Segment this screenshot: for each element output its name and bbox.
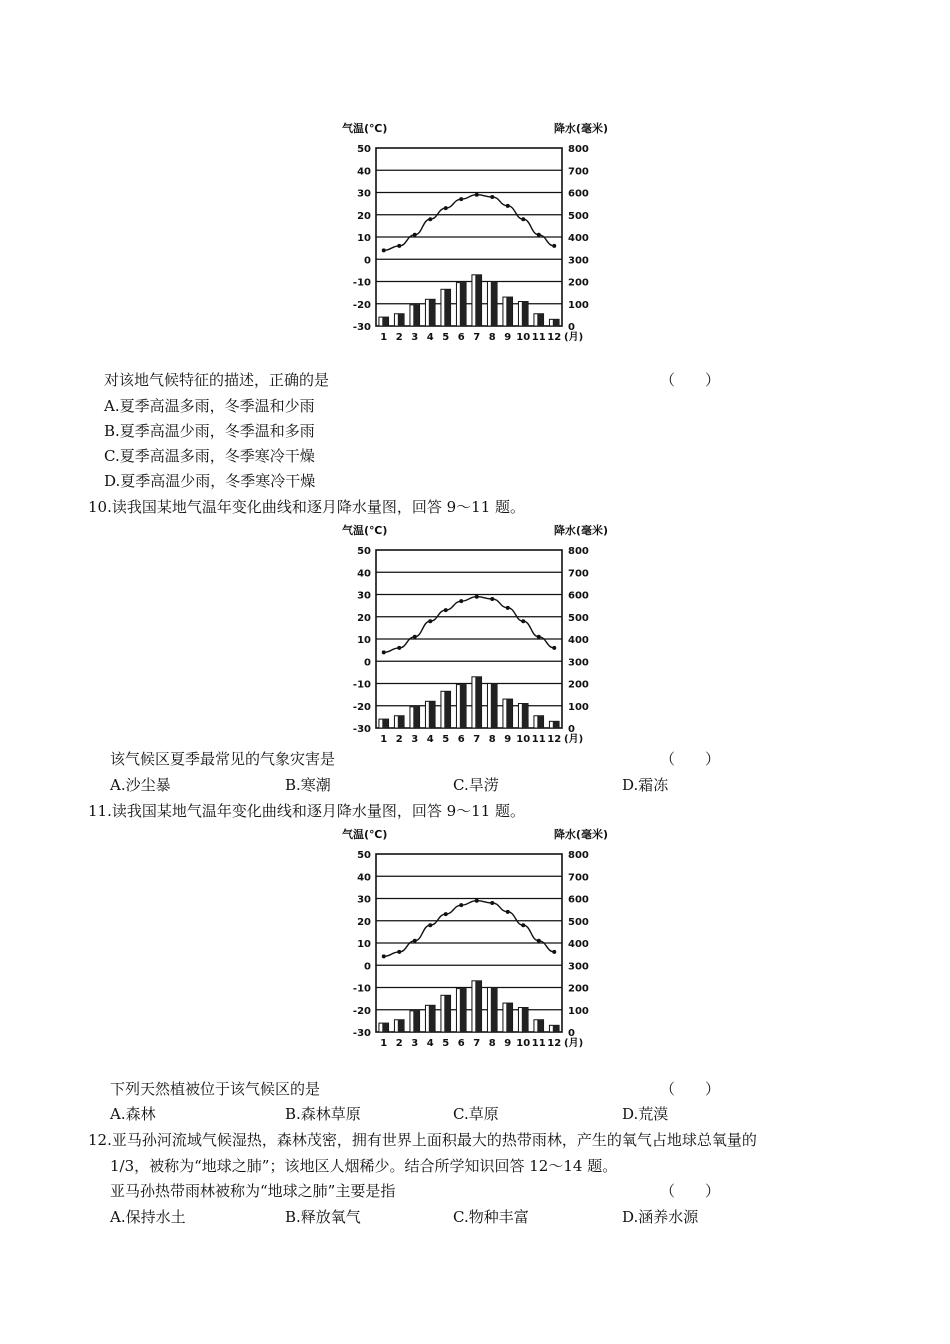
precip-bar-shade	[460, 685, 466, 728]
left-tick-label: 0	[364, 961, 371, 973]
precip-bar-shade	[382, 719, 388, 728]
q11-answer-paren[interactable]: （ ）	[660, 1080, 721, 1098]
right-tick-label: 800	[568, 850, 589, 861]
q10-option-d[interactable]: D.霜冻	[622, 776, 669, 794]
temperature-point	[413, 233, 417, 237]
month-tick-label: 12	[547, 332, 562, 343]
x-unit-label: (月)	[564, 734, 584, 745]
q11-intro: 11.读我国某地气温年变化曲线和逐月降水量图，回答 9～11 题。	[88, 802, 526, 820]
temperature-point	[413, 635, 417, 639]
precip-bar-shade	[382, 1023, 388, 1032]
temperature-point	[397, 950, 401, 954]
month-tick-label: 4	[426, 734, 434, 745]
left-tick-label: 50	[357, 144, 371, 155]
month-tick-label: 11	[531, 734, 546, 745]
left-tick-label: -10	[352, 983, 371, 995]
precip-bar-shade	[460, 989, 466, 1032]
temperature-point	[444, 912, 448, 916]
right-tick-label: 300	[568, 961, 589, 973]
month-tick-label: 6	[457, 1038, 465, 1049]
right-tick-label: 700	[568, 872, 589, 884]
temperature-point	[428, 217, 432, 221]
climate-chart-2	[340, 520, 610, 745]
month-tick-label: 5	[442, 332, 450, 343]
left-tick-label: -20	[352, 1005, 371, 1017]
precip-bar-shade	[506, 699, 512, 728]
precip-bar-shade	[413, 1011, 419, 1032]
y-left-label: 气温(℃)	[342, 828, 388, 841]
temperature-point	[459, 599, 463, 603]
month-tick-label: 10	[516, 734, 531, 745]
q12-intro-line2: 1/3，被称为“地球之肺”；该地区人烟稀少。结合所学知识回答 12～14 题。	[110, 1157, 618, 1175]
left-tick-label: 20	[357, 210, 371, 222]
left-tick-label: -30	[352, 1028, 371, 1039]
q9-option-d[interactable]: D.夏季高温少雨，冬季寒冷干燥	[104, 472, 316, 490]
temperature-point	[444, 608, 448, 612]
month-tick-label: 12	[547, 1038, 562, 1049]
right-tick-label: 200	[568, 983, 589, 995]
q11-option-a[interactable]: A.森林	[110, 1105, 156, 1123]
left-tick-label: -30	[352, 322, 371, 333]
q10-stem: 该气候区夏季最常见的气象灾害是	[110, 750, 336, 768]
q12-option-c[interactable]: C.物种丰富	[453, 1208, 529, 1226]
left-tick-label: 10	[357, 233, 371, 244]
right-tick-label: 200	[568, 277, 589, 289]
precip-bar-shade	[522, 302, 528, 326]
right-tick-label: 0	[568, 724, 575, 735]
temperature-point	[459, 903, 463, 907]
temperature-point	[382, 954, 386, 958]
precip-bar-shade	[537, 314, 543, 326]
temperature-point	[382, 650, 386, 654]
temperature-point	[459, 197, 463, 201]
temperature-point	[490, 597, 494, 601]
right-tick-label: 0	[568, 1028, 575, 1039]
y-right-label: 降水(毫米)	[553, 828, 608, 841]
climate-chart-1	[340, 118, 610, 343]
month-tick-label: 3	[411, 332, 419, 343]
right-tick-label: 600	[568, 894, 589, 906]
q10-option-c[interactable]: C.旱涝	[453, 776, 499, 794]
month-tick-label: 1	[380, 332, 388, 343]
left-tick-label: 20	[357, 612, 371, 624]
left-tick-label: 30	[357, 188, 371, 200]
precip-bar-shade	[491, 684, 497, 729]
right-tick-label: 700	[568, 568, 589, 580]
left-tick-label: 0	[364, 657, 371, 669]
temperature-point	[413, 939, 417, 943]
temperature-point	[444, 206, 448, 210]
precip-bar-shade	[444, 995, 450, 1032]
temperature-point	[552, 244, 556, 248]
temperature-point	[490, 195, 494, 199]
left-tick-label: 40	[357, 568, 371, 580]
month-tick-label: 2	[395, 1038, 403, 1049]
month-tick-label: 11	[531, 1038, 546, 1049]
left-tick-label: 50	[357, 546, 371, 557]
q12-intro-line1: 12.亚马孙河流域气候湿热，森林茂密，拥有世界上面积最大的热带雨林，产生的氧气占地球总氧量的	[88, 1131, 757, 1149]
precip-bar-shade	[429, 299, 435, 326]
right-tick-label: 700	[568, 166, 589, 178]
temperature-point	[428, 619, 432, 623]
precip-bar-shade	[444, 289, 450, 326]
right-tick-label: 800	[568, 546, 589, 557]
month-tick-label: 9	[504, 1038, 512, 1049]
right-tick-label: 100	[568, 299, 589, 311]
right-tick-label: 500	[568, 210, 589, 222]
q9-option-c[interactable]: C.夏季高温多雨，冬季寒冷干燥	[104, 447, 315, 465]
precip-bar-shade	[553, 721, 559, 728]
temperature-point	[521, 923, 525, 927]
temperature-point	[475, 595, 479, 599]
right-tick-label: 400	[568, 939, 589, 950]
precip-bar-shade	[429, 1005, 435, 1032]
q11-option-d[interactable]: D.荒漠	[622, 1105, 669, 1123]
precip-bar-shade	[413, 305, 419, 326]
q11-option-b[interactable]: B.森林草原	[285, 1105, 361, 1123]
month-tick-label: 8	[488, 332, 496, 343]
temperature-point	[382, 248, 386, 252]
month-tick-label: 7	[473, 332, 481, 343]
climate-chart-svg	[340, 118, 610, 343]
precip-bar-shade	[382, 317, 388, 326]
climate-chart-svg	[340, 520, 610, 745]
month-tick-label: 3	[411, 734, 419, 745]
q11-option-c[interactable]: C.草原	[453, 1105, 499, 1123]
q12-option-a[interactable]: A.保持水土	[110, 1208, 186, 1226]
precip-bar-shade	[522, 1008, 528, 1032]
precip-bar-shade	[553, 1025, 559, 1032]
y-left-label: 气温(℃)	[342, 122, 388, 135]
precip-bar-shade	[537, 716, 543, 728]
month-tick-label: 2	[395, 734, 403, 745]
left-tick-label: -30	[352, 724, 371, 735]
right-tick-label: 300	[568, 255, 589, 267]
temperature-point	[506, 910, 510, 914]
month-tick-label: 9	[504, 332, 512, 343]
q10-option-a[interactable]: A.沙尘暴	[110, 776, 171, 794]
month-tick-label: 7	[473, 734, 481, 745]
month-tick-label: 4	[426, 332, 434, 343]
q12-answer-paren[interactable]: （ ）	[660, 1182, 721, 1200]
left-tick-label: -10	[352, 679, 371, 691]
precip-bar-shade	[491, 282, 497, 327]
precip-bar-shade	[413, 707, 419, 728]
q10-option-b[interactable]: B.寒潮	[285, 776, 331, 794]
left-tick-label: -20	[352, 701, 371, 713]
q12-option-d[interactable]: D.涵养水源	[622, 1208, 699, 1226]
x-unit-label: (月)	[564, 332, 584, 343]
precip-bar-shade	[398, 314, 404, 326]
month-tick-label: 8	[488, 734, 496, 745]
right-tick-label: 400	[568, 635, 589, 646]
right-tick-label: 800	[568, 144, 589, 155]
left-tick-label: 10	[357, 939, 371, 950]
precip-bar-shade	[398, 1020, 404, 1032]
right-tick-label: 200	[568, 679, 589, 691]
precip-bar-shade	[553, 319, 559, 326]
precip-bar-shade	[537, 1020, 543, 1032]
month-tick-label: 5	[442, 1038, 450, 1049]
y-right-label: 降水(毫米)	[553, 122, 608, 135]
climate-chart-3	[340, 824, 610, 1049]
temperature-point	[490, 901, 494, 905]
temperature-point	[506, 204, 510, 208]
precip-bar-shade	[475, 677, 481, 728]
month-tick-label: 9	[504, 734, 512, 745]
month-tick-label: 5	[442, 734, 450, 745]
right-tick-label: 100	[568, 701, 589, 713]
temperature-point	[552, 950, 556, 954]
right-tick-label: 0	[568, 322, 575, 333]
right-tick-label: 300	[568, 657, 589, 669]
left-tick-label: -10	[352, 277, 371, 289]
temperature-point	[475, 193, 479, 197]
precip-bar-shade	[475, 981, 481, 1032]
month-tick-label: 10	[516, 332, 531, 343]
y-right-label: 降水(毫米)	[553, 524, 608, 537]
temperature-point	[537, 635, 541, 639]
month-tick-label: 6	[457, 734, 465, 745]
month-tick-label: 10	[516, 1038, 531, 1049]
q11-stem: 下列天然植被位于该气候区的是	[110, 1080, 321, 1098]
right-tick-label: 500	[568, 916, 589, 928]
temperature-point	[397, 646, 401, 650]
left-tick-label: 20	[357, 916, 371, 928]
month-tick-label: 7	[473, 1038, 481, 1049]
month-tick-label: 6	[457, 332, 465, 343]
month-tick-label: 4	[426, 1038, 434, 1049]
q12-stem: 亚马孙热带雨林被称为“地球之肺”主要是指	[110, 1182, 396, 1200]
precip-bar-shade	[522, 704, 528, 728]
precip-bar-shade	[475, 275, 481, 326]
y-left-label: 气温(℃)	[342, 524, 388, 537]
q9-stem: 对该地气候特征的描述，正确的是	[104, 371, 330, 389]
left-tick-label: 40	[357, 166, 371, 178]
temperature-line	[384, 195, 555, 251]
temperature-line	[384, 597, 555, 653]
left-tick-label: 30	[357, 894, 371, 906]
precip-bar-shade	[506, 297, 512, 326]
precip-bar-shade	[491, 988, 497, 1033]
left-tick-label: 10	[357, 635, 371, 646]
month-tick-label: 8	[488, 1038, 496, 1049]
left-tick-label: 0	[364, 255, 371, 267]
left-tick-label: 50	[357, 850, 371, 861]
temperature-point	[521, 619, 525, 623]
temperature-point	[537, 939, 541, 943]
month-tick-label: 1	[380, 734, 388, 745]
right-tick-label: 600	[568, 188, 589, 200]
temperature-point	[397, 244, 401, 248]
right-tick-label: 600	[568, 590, 589, 602]
temperature-point	[537, 233, 541, 237]
q9-option-a[interactable]: A.夏季高温多雨，冬季温和少雨	[104, 397, 315, 415]
month-tick-label: 3	[411, 1038, 419, 1049]
precip-bar-shade	[460, 283, 466, 326]
precip-bar-shade	[429, 701, 435, 728]
left-tick-label: 40	[357, 872, 371, 884]
month-tick-label: 1	[380, 1038, 388, 1049]
temperature-point	[552, 646, 556, 650]
temperature-line	[384, 901, 555, 957]
left-tick-label: 30	[357, 590, 371, 602]
temperature-point	[506, 606, 510, 610]
x-unit-label: (月)	[564, 1038, 584, 1049]
temperature-point	[475, 899, 479, 903]
q9-answer-paren[interactable]: （ ）	[660, 371, 721, 389]
month-tick-label: 11	[531, 332, 546, 343]
right-tick-label: 100	[568, 1005, 589, 1017]
month-tick-label: 12	[547, 734, 562, 745]
temperature-point	[521, 217, 525, 221]
right-tick-label: 400	[568, 233, 589, 244]
q9-option-b[interactable]: B.夏季高温少雨，冬季温和多雨	[104, 422, 315, 440]
month-tick-label: 2	[395, 332, 403, 343]
temperature-point	[428, 923, 432, 927]
right-tick-label: 500	[568, 612, 589, 624]
climate-chart-svg	[340, 824, 610, 1049]
left-tick-label: -20	[352, 299, 371, 311]
precip-bar-shade	[444, 691, 450, 728]
q12-option-b[interactable]: B.释放氧气	[285, 1208, 361, 1226]
precip-bar-shade	[398, 716, 404, 728]
precip-bar-shade	[506, 1003, 512, 1032]
q10-intro: 10.读我国某地气温年变化曲线和逐月降水量图，回答 9～11 题。	[88, 498, 526, 516]
q10-answer-paren[interactable]: （ ）	[660, 750, 721, 768]
